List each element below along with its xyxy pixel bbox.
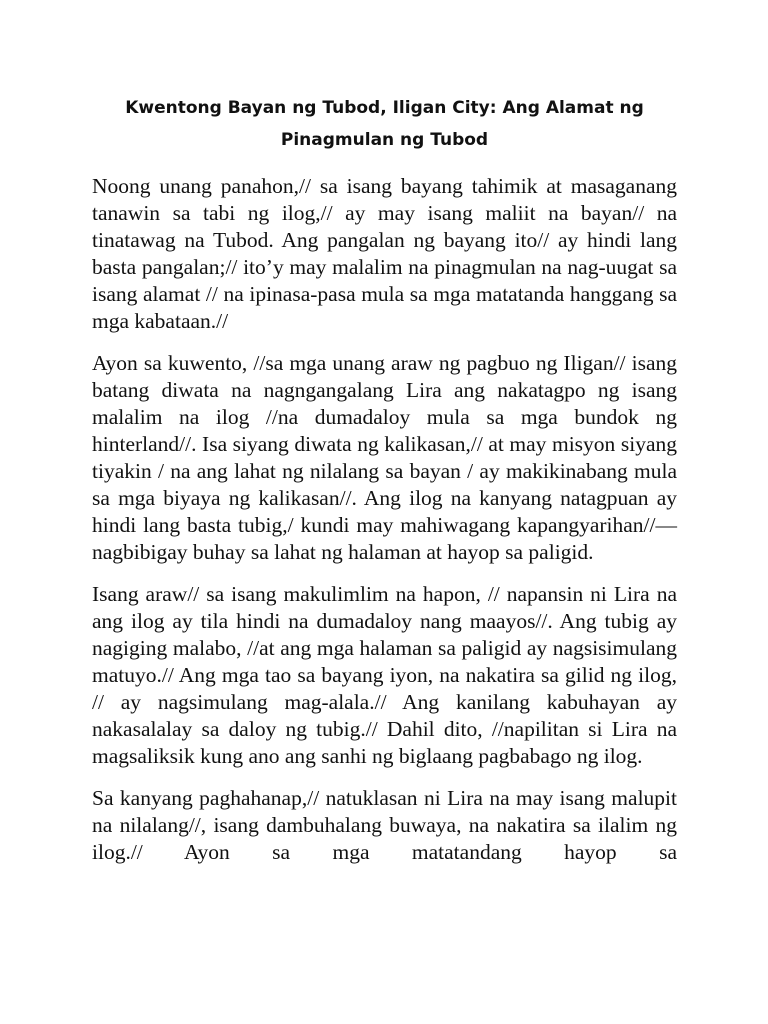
paragraph-3: Isang araw// sa isang makulimlim na hapon, // napansin ni Lira na ang ilog ay tila hindi na dumadaloy nang maayos//. Ang tubig ay nagiging malabo, //at ang mga halaman sa paligid ay nagsisimulang matuyo.// Ang mga tao sa bayang iyon, na nakatira sa gilid ng ilog, // ay nagsimulang mag-alala.// Ang kanilang kabuhayan ay nakasalalay sa daloy ng tubig.// Dahil dito, //napilitan si Lira na magsaliksik kung ano ang sanhi ng biglaang pagbabago ng ilog.	[92, 582, 677, 768]
document-body	[92, 173, 677, 881]
paragraph-2: Ayon sa kuwento, //sa mga unang araw ng pagbuo ng Iligan// isang batang diwata na nagngangalang Lira ang nakatagpo ng isang malalim na ilog //na dumadaloy mula sa mga bundok ng hinterland//. Isa siyang diwata ng kalikasan,// at may misyon siyang tiyakin / na ang lahat ng nilalang sa bayan / ay makikinabang mula sa mga biyaya ng kalikasan//. Ang ilog na kanyang natagpuan ay hindi lang basta tubig,/ kundi may mahiwagang kapangyarihan//—nagbibigay buhay sa lahat ng halaman at hayop sa paligid.	[92, 351, 677, 564]
paragraph-1: Noong unang panahon,// sa isang bayang tahimik at masaganang tanawin sa tabi ng ilog,// ay may isang maliit na bayan// na tinatawag na Tubod. Ang pangalan ng bayang ito// ay hindi lang basta pangalan;// ito’y may malalim na pinagmulan na nag-uugat sa isang alamat // na ipinasa-pasa mula sa mga matatanda hanggang sa mga kabataan.//	[92, 174, 677, 333]
paragraph-4: Sa kanyang paghahanap,// natuklasan ni Lira na may isang malupit na nilalang//, isang dambuhalang buwaya, na nakatira sa ilalim ng ilog.// Ayon sa mga matatandang hayop sa	[92, 786, 677, 864]
document-title: Kwentong Bayan ng Tubod, Iligan City: Ang Alamat ng Pinagmulan ng Tubod	[125, 98, 644, 150]
